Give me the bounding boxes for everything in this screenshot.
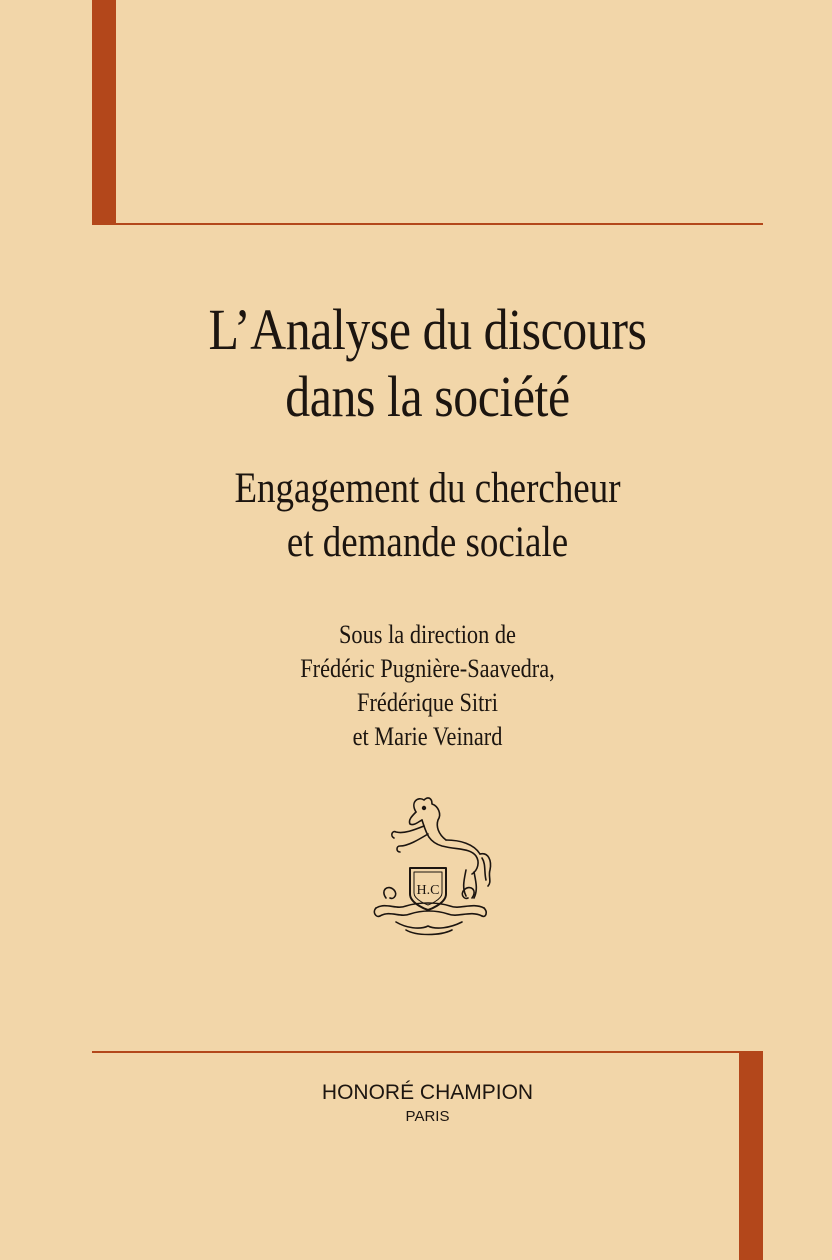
credit-line: et Marie Veinard bbox=[352, 722, 503, 751]
title-line-2: dans la société bbox=[285, 364, 570, 429]
credit-line: Frédéric Pugnière-Saavedra, bbox=[300, 654, 555, 683]
publisher-city: PARIS bbox=[405, 1108, 450, 1125]
emblem-monogram: H.C bbox=[416, 883, 440, 898]
publisher-name: HONORÉ CHAMPION bbox=[321, 1081, 534, 1104]
title-line-1: L’Analyse du discours bbox=[208, 297, 647, 362]
book-title bbox=[139, 296, 716, 430]
subtitle-line-2: et demande sociale bbox=[286, 519, 569, 566]
credit-line: Sous la direction de bbox=[339, 620, 516, 649]
subtitle-line-1: Engagement du chercheur bbox=[234, 465, 621, 512]
rearing-horse-emblem-icon bbox=[366, 790, 496, 940]
top-accent-bar bbox=[92, 0, 116, 225]
book-subtitle bbox=[139, 462, 716, 570]
credit-line: Frédérique Sitri bbox=[357, 688, 498, 717]
top-rule bbox=[92, 223, 763, 225]
editors-credits bbox=[139, 618, 716, 754]
bottom-rule bbox=[92, 1051, 763, 1053]
